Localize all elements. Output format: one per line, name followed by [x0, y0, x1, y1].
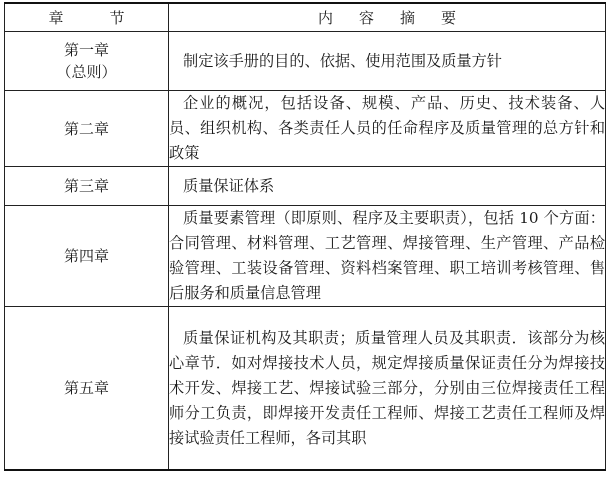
summary-cell: 质量保证机构及其职责；质量管理人员及其职责．该部分为核心章节．如对焊接技术人员，规定焊接质量保证责任分为焊接技术开发、焊接工艺、焊接试验三部分，分别由三位焊接责任工程师分工负责，即焊接开发责任工程师、焊接工艺责任工程师及焊接试验责任工程师，各司其职	[169, 307, 606, 471]
table-row	[5, 206, 606, 307]
chapter-label: 第一章	[63, 41, 109, 59]
chapter-cell: 第四章	[5, 206, 169, 307]
chapter-sublabel: （总则）	[56, 63, 117, 81]
manual-contents-table	[4, 2, 606, 471]
summary-cell: 企业的概况，包括设备、规模、产品、历史、技术装备、人员、组织机构、各类责任人员的任命程序及质量管理的总方针和政策	[169, 91, 606, 167]
chapter-cell: 第五章	[5, 307, 169, 471]
summary-cell: 质量保证体系	[169, 167, 606, 206]
table-row	[5, 91, 606, 167]
header-row	[5, 3, 606, 32]
header-summary: 内 容 摘 要	[169, 3, 606, 32]
chapter-cell: 第三章	[5, 167, 169, 206]
table-row	[5, 32, 606, 91]
table-row	[5, 167, 606, 206]
chapter-cell	[5, 32, 169, 91]
table-row	[5, 307, 606, 471]
chapter-cell: 第二章	[5, 91, 169, 167]
summary-cell: 质量要素管理（即原则、程序及主要职责），包括 10 个方面：合同管理、材料管理、工艺管理、焊接管理、生产管理、产品检验管理、工装设备管理、资料档案管理、职工培训考核管理、售后服务和质量信息管理	[169, 206, 606, 307]
summary-cell: 制定该手册的目的、依据、使用范围及质量方针	[169, 32, 606, 91]
header-chapter: 章 节	[5, 3, 169, 32]
